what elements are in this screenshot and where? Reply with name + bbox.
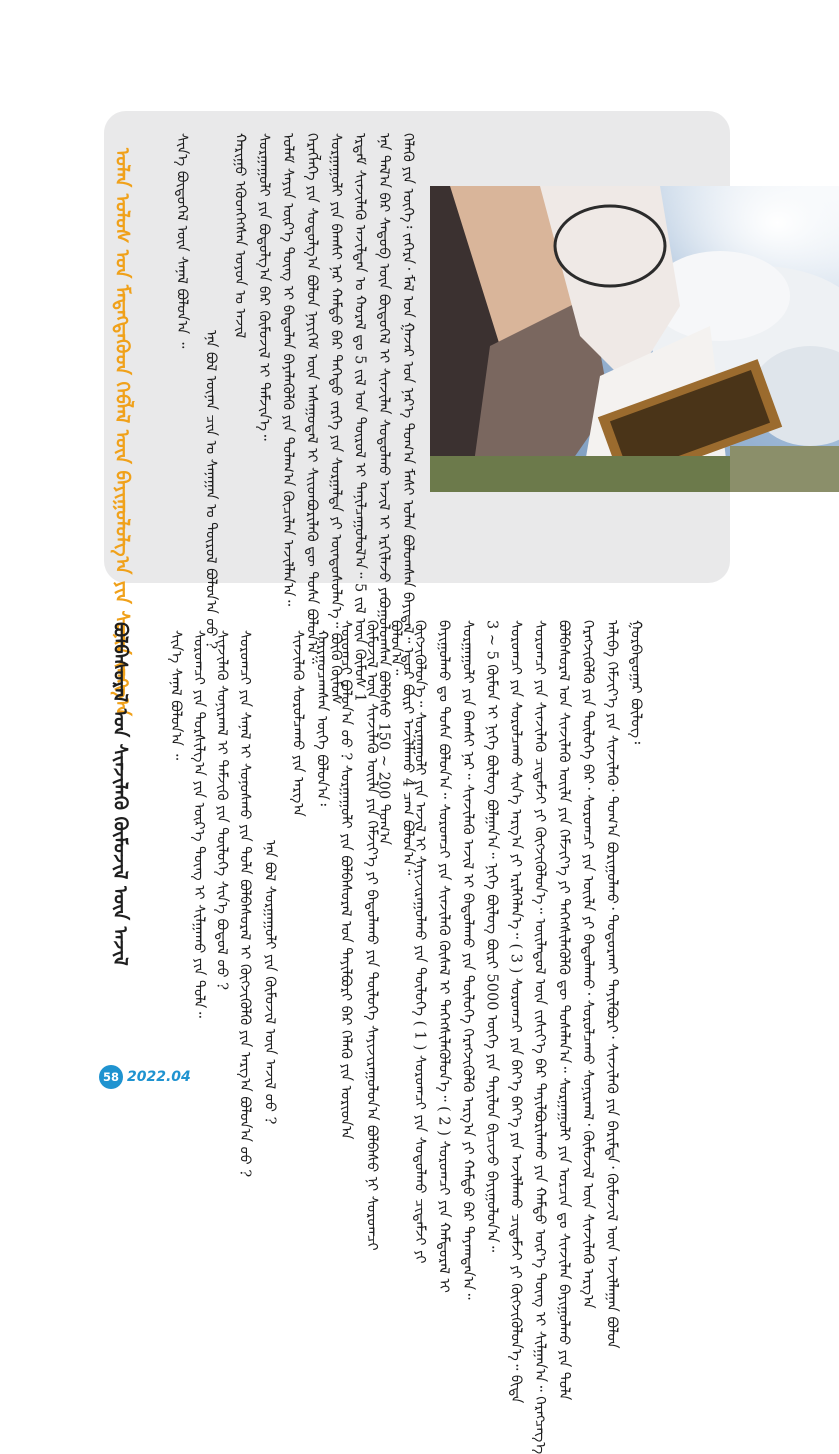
- bottom-article-line: ᠰᠢᠨ᠎ᠡ ᠰᠠᠨᠠᠯ ᠪᠣᠯᠤᠨ᠎ᠠ ᠃: [167, 630, 184, 761]
- bottom-article-line: ᠰᠤᠷᠤᠭᠴᠢ ᠶᠢᠨ ᠲᠤᠷᠰᠢᠯᠭ᠎ᠠ ᠶᠢᠨ ᠦᠷ᠎ᠡ ᠳᠦᠩ ᠢ ᠰᠢᠯᠭᠠᠬᠤ ᠶᠢᠨ ᠲᠤᠯᠠ᠃: [190, 630, 207, 1018]
- top-article-line: ᠰᠤᠷᠭᠠᠭᠤᠯᠢ ᠶᠢᠨ ᠪᠠᠭᠰᠢ ᠨᠠᠷ ᠬᠠᠮᠲᠤ ᠪᠡᠷ ᠳᠡᠭᠡᠳᠦ ᠵᠡᠷᠭᠡ ᠶᠢᠨ ᠰᠤᠷᠭᠠᠯᠲᠠ ᠶᠢ ᠦᠨᠳᠦᠰᠦᠯᠡᠨ᠎ᠡ᠃ ᠪᠦᠬᠦ ᠬᠦᠮᠦᠰ: [327, 133, 344, 705]
- top-article-line: ᠡᠷᠳᠡᠮ ᠰᠢᠨᠵᠢᠯᠡᠬᠦ ᠠᠵᠢᠯᠲᠠᠨ ᠤ ᠬᠤᠷᠠᠯ ᠳᠤ 5 ᠵᠢᠯ ᠤᠨ ᠲᠦᠷᠦᠯ ᠢ ᠲᠠᠨᠢᠯᠴᠠᠭᠤᠯᠤᠯ᠎ᠠ᠃ 5 ᠵᠢᠯ ᠦᠨ ᠬᠦᠮᠦᠰ 1: [351, 133, 368, 703]
- bottom-article-line: ᠰᠤᠷᠤᠭᠴᠢ ᠶᠢᠨ ᠰᠤᠷᠤᠯᠴᠠᠬᠤ ᠰᠢᠨ᠎ᠡ ᠠᠷᠭ᠎ᠠ ᠶᠢ ᠡᠷᠢᠯᠬᠡᠯᠡᠨ᠎ᠡ᠃ ( 3 ) ᠰᠤᠷᠤᠭᠴᠢ ᠶᠢᠨ ᠪᠡᠶ᠎ᠡ ᠪᠡᠶ᠎ᠡ ᠶᠢᠨ ᠠᠵᠢᠯᠯᠠᠬᠤ ᠴᠢᠳᠠᠮᠵᠢ ᠶᠢ ᠬᠥᠭᠵᠢᠭᠦᠯᠦᠨ᠎ᠡ᠃ ᠪᠢᠳᠡ: [507, 620, 524, 1404]
- bottom-article-line: ᠬᠡᠷᠡᠭᠵᠢᠭᠦᠯᠬᠦ ᠶᠢᠨ ᠲᠥᠯᠥᠭᠡ ᠪᠠᠷ᠂ ᠰᠤᠷᠤᠭᠴᠢ ᠶᠢᠨ ᠦᠢᠯᠡ ᠶᠢ ᠪᠠᠲᠤᠯᠠᠬᠤ᠂ ᠰᠤᠷᠤᠯᠴᠠᠬᠤ ᠰᠣᠨᠢᠷᠬᠠᠯ᠂ ᠬᠦᠮᠦᠵᠢᠯ ᠦᠨ ᠰᠢᠨᠵᠢᠯᠡᠬᠦ ᠠᠷᠭ᠎ᠠ: [579, 620, 596, 1309]
- top-article-line: ᠬᠡᠯᠡᠬᠦ ᠶᠢᠨ ᠦᠭᠡ᠄ ᠵᠡᠭᠡᠷᠡ᠂ ᠮᠠᠯ ᠤᠨ ᠭᠠᠵᠠᠷ ᠤᠨ ᠨᠡᠷ᠎ᠡ ᠲᠣᠭ᠎ᠠ ᠮᠠᠰᠢ ᠣᠯᠠᠨ ᠪᠣᠯᠤᠭᠰᠠᠨ ᠪᠠᠶᠢᠳᠠᠯ᠃ ᠡᠳᠦᠷ ᠪᠦᠷᠢ ᠠᠵᠢᠯᠯᠠᠬᠤ 4 ᠴᠠᠭ ᠪᠣᠯᠤᠨ᠎ᠠ᠃: [399, 133, 416, 876]
- top-article-line: ᠡᠨᠡ ᠪᠣᠯ ᠦᠨᠡᠨ ᠴᠢᠨ ᠤ ᠰᠠᠨᠠᠭᠠᠨ ᠤ ᠲᠦᠷᠦᠯ ᠪᠣᠯᠤᠨ᠎ᠠ ᠤᠤ ?: [202, 330, 219, 649]
- bottom-article-line: ᠰᠤᠷᠭᠠᠭᠤᠯᠢ ᠶᠢᠨ ᠪᠠᠭᠰᠢ ᠨᠠᠷ᠃ ᠰᠢᠨᠵᠢᠯᠡᠬᠦ ᠠᠵᠢᠯ ᠢ ᠪᠠᠲᠤᠯᠠᠬᠤ ᠶᠢᠨ ᠲᠥᠯᠥᠭᠡ ᠬᠡᠷᠡᠭᠵᠢᠭᠦᠯᠬᠦ ᠠᠷᠭ᠎ᠠ ᠶᠢ ᠬᠠᠮᠲᠤ ᠪᠠᠷ ᠳᠠᠶᠠᠭᠳᠠᠨ᠎ᠠ᠃: [459, 620, 476, 1300]
- beekeeping-photo: [430, 186, 839, 492]
- top-article-line: ᠰᠤᠷᠭᠠᠭᠤᠯᠢ ᠶᠢᠨ ᠪᠣᠳᠤᠯᠭ᠎ᠠ ᠪᠠᠷ ᠬᠦᠮᠦᠵᠢᠯ ᠢ ᠳᠡᠮᠵᠢᠨ᠎ᠡ᠃: [255, 133, 272, 441]
- bottom-article-line: ᠬᠥᠭᠵᠢᠭᠦᠯᠦᠨ᠎ᠡ᠃ ᠰᠤᠷᠭᠠᠭᠤᠯᠢ ᠶᠢᠨ ᠠᠵᠢᠯ ᠢ ᠰᠠᠶᠢᠵᠢᠷᠠᠭᠤᠯᠬᠤ ᠶᠢᠨ ᠲᠥᠯᠥᠭᠡ ( 1 ) ᠰᠤᠷᠤᠭᠴᠢ ᠶᠢᠨ ᠰᠤᠳᠤᠯᠬᠤ ᠴᠢᠳᠠᠮᠵᠢ ᠶᠢ: [411, 620, 428, 1264]
- top-article-line: ᠤᠯᠠᠮ ᠰᠠᠶᠢᠨ ᠦᠷ᠎ᠡ ᠳᠦᠩ ᠢ ᠪᠠᠲᠤᠯᠠᠨ ᠪᠡᠶᠡᠯᠡᠭᠦᠯᠬᠦ ᠶᠢᠨ ᠲᠤᠯᠠᠭ᠎ᠠ ᠬᠦᠴᠢᠯᠡᠨ ᠠᠵᠢᠯᠯᠠᠨ᠎ᠠ᠃: [279, 133, 296, 607]
- bottom-article-line: ᠰᠢᠨᠵᠢᠯᠡᠬᠦ ᠰᠣᠨᠢᠷᠬᠠᠯ ᠢ ᠳᠡᠮᠵᠢᠬᠦ ᠶᠢᠨ ᠲᠥᠯᠥᠭᠡ ᠰᠢᠨ᠎ᠡ ᠪᠣᠳᠤᠯ ᠤᠤ ?: [213, 630, 230, 990]
- page-number: 58: [99, 1065, 123, 1089]
- top-article-title: ᠣᠯᠠᠨ ᠤᠯᠤᠰ ᠤᠨ ᠮᠡᠳᠡᠭᠳᠡᠬᠦᠦᠨ ᠬᠡᠪᠯᠡᠯ ᠦᠨ ᠪᠠᠶᠢᠭᠤᠯᠤᠯᠭ᠎ᠠ ᠶᠢᠨ ᠰᠣᠨᠢᠨ ᠵᠠᠩᠭ᠎ᠠ: [111, 148, 133, 716]
- top-article-line: ᠡᠨᠡ ᠲᠠᠯ᠎ᠠ ᠪᠠᠷ ᠰᠡᠳᠦᠪ ᠦᠨ ᠪᠦᠲᠦᠭᠡᠯ ᠢ ᠰᠢᠨᠵᠢᠯᠡᠨ ᠰᠤᠳᠤᠯᠬᠤ ᠠᠵᠢᠯ ᠢ ᠡᠷᠬᠢᠯᠡᠵᠦ ᠶᠠᠪᠤᠭᠤᠯᠤᠭᠰᠠᠨ ᠪᠣᠯᠪᠠᠰᠤ 150 ~ 200 ᠲᠣᠭ᠎ᠠ: [375, 133, 392, 845]
- bottom-article-line: ᠠᠯᠢᠪᠠ ᠬᠡᠮᠵᠢᠶ᠎ᠡ ᠶᠢᠨ ᠰᠢᠨᠵᠢᠯᠡᠬᠦ᠂ ᠲᠣᠭ᠎ᠠ ᠪᠣᠷᠢᠭᠤᠯᠬᠤ᠂ ᠲᠣᠳᠤᠷᠬᠠᠢ ᠲᠠᠶᠢᠯᠪᠤᠷᠢ᠂ ᠰᠢᠨᠵᠢᠯᠡᠬᠦ ᠶᠢᠨ ᠪᠠᠷᠢᠮᠲᠠ᠂ ᠬᠦᠮᠦᠵᠢᠯ ᠦᠨ ᠠᠵᠢᠯᠯᠠᠭᠠᠨ ᠪᠣᠯᠤᠨ: [603, 620, 620, 1349]
- bottom-article-line: ᠬᠦᠮᠦᠵᠢᠯ ᠦᠨ ᠰᠢᠨᠵᠢᠯᠡᠬᠦ ᠦᠢᠯᠡ ᠶᠢᠨ ᠬᠡᠮᠵᠢᠶ᠎ᠡ ᠶᠢ ᠪᠠᠲᠤᠯᠠᠬᠤ ᠶᠢᠨ ᠲᠥᠯᠥᠭᠡ ᠰᠠᠶᠢᠵᠢᠷᠠᠭᠤᠯᠤᠨ᠎ᠠ ᠪᠣᠯᠪᠠᠰᠤ ᠨᠢ ᠰᠤᠷᠤᠭᠴᠢ: [363, 620, 380, 1251]
- issue-date: 2022.04: [127, 1069, 191, 1085]
- bottom-article-line: ᠰᠤᠷᠤᠭᠴᠢ ᠶᠢᠨ ᠰᠢᠨᠵᠢᠯᠡᠬᠦ ᠴᠢᠳᠠᠮᠵᠢ ᠶᠢ ᠬᠥᠭᠵᠢᠭᠦᠯᠦᠨ᠎ᠡ᠃ ᠦᠢᠯᠡᠳᠦᠯ ᠦᠨ ᠵᠢᠱᠢᠶ᠎ᠡ ᠪᠠᠷ ᠲᠠᠶᠢᠯᠪᠤᠷᠢᠯᠠᠬᠤ ᠶᠢᠨ ᠬᠠᠮᠲᠤ ᠦᠷ᠎ᠡ ᠳᠦᠩ ᠢ ᠰᠢᠯᠭᠠᠨ᠎ᠠ᠃ ᠬᠡᠷᠡᠭᠴᠡᠭ᠎ᠡ: [531, 620, 548, 1454]
- page-folio: [99, 1064, 191, 1090]
- bottom-article-line: ᠰᠤᠷᠤᠭᠴᠢ ᠪᠣᠯᠤᠨ᠎ᠠ ᠤᠤ ? ᠰᠤᠷᠭᠠᠭᠤᠯᠢ ᠶᠢᠨ ᠪᠣᠯᠪᠠᠰᠤᠷᠠᠯ ᠤᠨ ᠲᠠᠶᠢᠯᠪᠤᠷᠢ ᠪᠠᠷ ᠬᠡᠯᠡᠬᠦ ᠶᠢᠨ ᠤᠷᠢᠳ᠎ᠠ: [337, 620, 354, 1140]
- bottom-article-line: ᠡᠨᠡ ᠪᠣᠯ ᠰᠤᠷᠭᠠᠭᠤᠯᠢ ᠶᠢᠨ ᠬᠦᠮᠦᠵᠢᠯ ᠦᠨ ᠠᠵᠢᠯ ᠤᠤ ?: [261, 840, 278, 1125]
- bottom-article-line: ᠪᠠᠶᠢᠭᠤᠯᠬᠤ ᠳᠤ ᠲᠤᠰᠠ ᠪᠣᠯᠤᠨ᠎ᠠ᠃ ᠰᠤᠷᠤᠭᠴᠢ ᠶᠢᠨ ᠰᠢᠨᠵᠢᠯᠡᠬᠦ ᠬᠦᠰᠡᠯ ᠢ ᠳᠡᠭᠡᠭᠰᠢᠯᠡᠭᠦᠯᠦᠨ᠎ᠡ᠃ ( 2 ) ᠰᠤᠷᠤᠭᠴᠢ ᠶᠢᠨ ᠬᠠᠮᠲᠤᠷᠠᠯ ᠢ: [435, 620, 452, 1293]
- bottom-article-line: ᠭᠤᠷᠪᠠᠳᠤᠭᠠᠷ ᠪᠦᠯᠦᠭ᠄: [627, 620, 644, 744]
- bottom-article-line: ᠬᠠᠷᠢᠭᠤᠴᠠᠭᠰᠠᠨ ᠦᠭᠡ ᠪᠣᠯᠤᠨ᠎ᠠ᠄: [313, 630, 330, 806]
- bottom-article-title: ᠪᠣᠯᠪᠠᠰᠤᠷᠠᠯ ᠤᠨ ᠰᠢᠨᠵᠢᠯᠡᠬᠦ ᠬᠦᠮᠦᠵᠢᠯ ᠦᠨ ᠠᠵᠢᠯ: [109, 622, 131, 966]
- top-article-line: ᠬᠠᠷᠢᠭᠤ ᠡᠭᠦᠳᠬᠡᠭᠰᠡᠨ ᠣᠶᠤᠨ ᠤ ᠠᠵᠢᠯ: [231, 133, 248, 339]
- bottom-article-line: 3 ~ 5 ᠬᠦᠮᠦᠨ ᠢ ᠨᠢᠭᠡ ᠪᠦᠯᠦᠭ ᠪᠣᠯᠭᠠᠨ᠎ᠠ᠃ ᠨᠢᠭᠡ ᠪᠦᠯᠦᠭ ᠪᠦᠷᠢ 5000 ᠦᠭᠡ ᠶᠢᠨ ᠲᠠᠶᠢᠯᠤᠨ ᠪᠢᠴᠢᠵᠦ ᠪᠠᠶᠢᠭᠤᠯᠤᠨ᠎ᠠ᠃: [483, 620, 500, 1253]
- top-article-line: ᠰᠢᠨ᠎ᠡ ᠪᠦᠲᠦᠭᠡᠯ ᠦᠨ ᠰᠠᠨᠠᠯ ᠪᠣᠯᠤᠨ᠎ᠠ ᠃: [173, 133, 190, 349]
- top-article-line: ᠬᠡᠷᠡᠭᠯᠡᠭᠡ ᠶᠢᠨ ᠰᠤᠳᠤᠯᠭ᠎ᠠ ᠪᠣᠯᠤᠨ ᠨᠡᠶᠢᠭᠡᠮ ᠦᠨ ᠠᠰᠠᠭᠤᠳᠠᠯ ᠢ ᠰᠢᠢᠳᠪᠦᠷᠢᠯᠡᠬᠦ ᠳᠦ ᠲᠤᠰᠠ ᠪᠣᠯᠤᠨ᠎ᠠ᠃: [303, 133, 320, 664]
- bottom-article-line: ᠪᠣᠯᠤᠨ᠎ᠠ᠃: [387, 620, 404, 676]
- bottom-article-line: ᠰᠤᠷᠤᠭᠴᠢ ᠶᠢᠨ ᠰᠠᠨᠠᠯ ᠢ ᠰᠣᠨᠣᠰᠬᠤ ᠶᠢᠨ ᠲᠤᠯᠠ ᠪᠣᠯᠪᠠᠰᠤᠷᠠᠯ ᠢ ᠬᠥᠭᠵᠢᠭᠦᠯᠬᠦ ᠶᠢᠨ ᠠᠷᠭ᠎ᠠ ᠪᠣᠯᠤᠨ᠎ᠠ ᠤᠤ ?: [236, 630, 253, 1178]
- bottom-article-line: ᠰᠢᠨᠵᠢᠯᠡᠬᠦ ᠰᠤᠷᠤᠯᠴᠠᠬᠤ ᠶᠢᠨ ᠠᠷᠭ᠎ᠠ: [289, 630, 306, 817]
- bottom-article-line: ᠪᠣᠯᠪᠠᠰᠤᠷᠠᠯ ᠤᠨ ᠰᠢᠨᠵᠢᠯᠡᠬᠦ ᠦᠢᠯᠡ ᠶᠢᠨ ᠬᠡᠮᠵᠢᠶ᠎ᠡ ᠶᠢ ᠳᠡᠭᠡᠭᠰᠢᠯᠡᠭᠦᠯᠬᠦ ᠳᠦ ᠲᠤᠰᠠᠯᠠᠨ᠎ᠠ᠃ ᠰᠤᠷᠭᠠᠭᠤᠯᠢ ᠶᠢᠨ ᠣᠷᠴᠢᠨ ᠳᠤ ᠰᠢᠨᠵᠢᠯᠡᠨ ᠪᠠᠶᠢᠭᠤᠯᠬᠤ ᠶᠢᠨ ᠲᠤᠯᠠ: [555, 620, 572, 1401]
